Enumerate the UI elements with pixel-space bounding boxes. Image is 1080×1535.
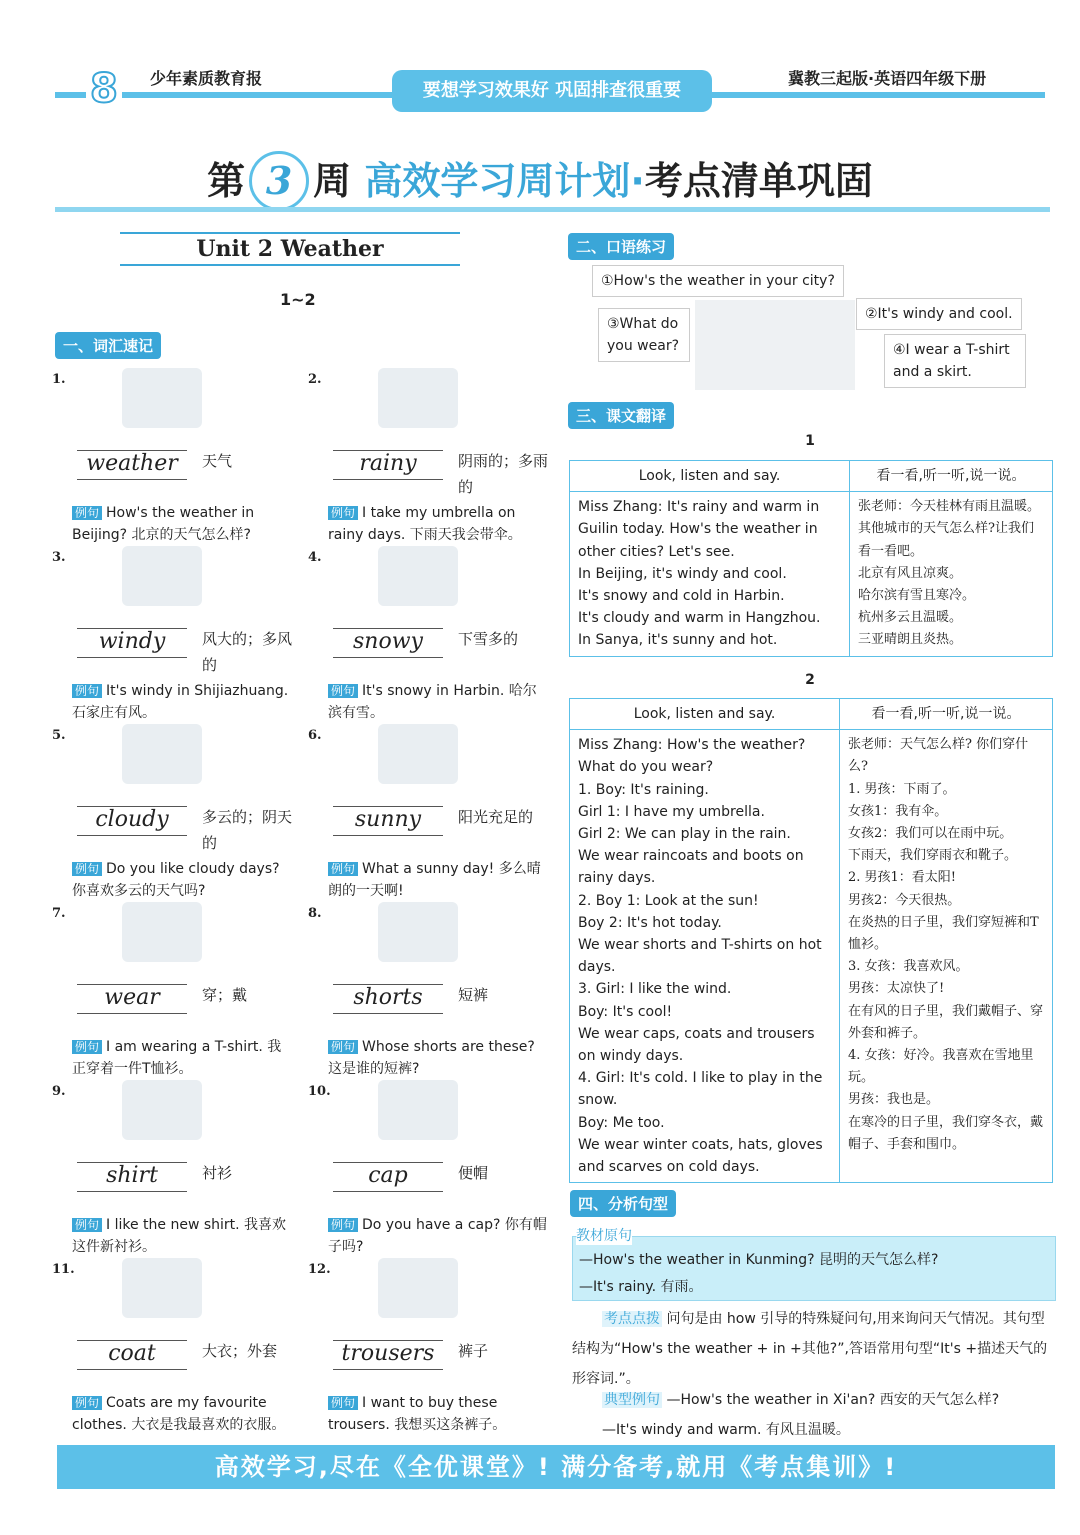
example-label: 典型例句 <box>604 1392 660 1408</box>
vocab-meaning: 风大的；多风的 <box>202 630 293 674</box>
text-line: 下雨天，我们穿雨衣和靴子。 <box>848 848 1018 864</box>
unit-title: Unit 2 Weather <box>120 232 460 266</box>
vocab-picture <box>122 368 202 428</box>
title-rule <box>55 207 1050 212</box>
text-line: 1. Boy: It's raining. <box>578 781 709 798</box>
vocab-number: 1. <box>52 372 66 387</box>
example-text: I want to buy these trousers. 我想买这条裤子。 <box>328 1395 507 1433</box>
th-cn: 看一看,听一听,说一说。 <box>850 461 1053 492</box>
scene-illustration <box>695 300 855 390</box>
vocab-number: 9. <box>52 1084 66 1099</box>
th-en: Look, listen and say. <box>570 461 850 492</box>
example-tag: 例句 <box>328 862 358 876</box>
example-text: Coats are my favourite clothes. 大衣是我最喜欢的衣服。 <box>72 1395 286 1433</box>
orig-line-2: —It's rainy. 有雨。 <box>579 1279 703 1295</box>
vocab-meaning: 阴雨的；多雨的 <box>458 452 549 496</box>
example-para <box>602 1385 1056 1445</box>
example-tag: 例句 <box>72 506 102 520</box>
vocab-item <box>308 902 544 1080</box>
text-line: 4. 女孩：好冷。我喜欢在雪地里玩。 <box>848 1048 1034 1086</box>
page-title <box>0 150 1080 211</box>
example-tag: 例句 <box>328 1040 358 1054</box>
vocab-word: rainy <box>333 450 443 480</box>
text-line: Girl 1: I have my umbrella. <box>578 803 765 820</box>
example-text: It's windy in Shijiazhuang. 石家庄有风。 <box>72 683 289 721</box>
page-number: 8 <box>86 66 122 112</box>
table1-number: 1 <box>805 433 815 449</box>
example-text: How's the weather in Beijing? 北京的天气怎么样? <box>72 505 255 543</box>
text-line: We wear raincoats and boots on rainy days. <box>578 848 804 887</box>
example-2: —It's windy and warm. 有风且温暖。 <box>602 1422 850 1438</box>
text-line: We wear winter coats, hats, gloves and scarves on cold days. <box>578 1136 823 1176</box>
text-line: 三亚晴朗且炎热。 <box>858 632 963 648</box>
text-line: In Beijing, it's windy and cool. <box>578 565 787 582</box>
vocab-word: coat <box>77 1340 187 1370</box>
vocab-word: sunny <box>333 806 443 836</box>
vocab-meaning: 便帽 <box>458 1164 489 1182</box>
example-text: I am wearing a T-shirt. 我正穿着一件T恤衫。 <box>72 1039 282 1077</box>
point-text: 问句是由 how 引导的特殊疑问句,用来询问天气情况。其句型结构为“How's the weather + in +其他?”,答语常用句型“It's +描述天气的形容词.”。 <box>572 1311 1048 1387</box>
vocab-picture <box>378 724 458 784</box>
example-tag: 例句 <box>328 684 358 698</box>
text-line: Boy 2: It's hot today. <box>578 914 722 931</box>
vocab-meaning: 裤子 <box>458 1342 489 1360</box>
text-line: We wear caps, coats and trousers on windy days. <box>578 1025 815 1065</box>
vocab-word: weather <box>77 450 187 480</box>
text-line: 3. 女孩：我喜欢风。 <box>848 959 969 975</box>
title-blue: 高效学习周计划· <box>364 159 645 203</box>
vocab-meaning: 天气 <box>202 452 233 470</box>
vocab-word: cloudy <box>77 806 187 836</box>
vocab-example <box>328 858 548 902</box>
translation-table-1 <box>569 460 1053 657</box>
title-post: 周 <box>313 159 352 203</box>
bubble-a2: ②It's windy and cool. <box>856 298 1022 330</box>
orig-line-1: —How's the weather in Kunming? 昆明的天气怎么样? <box>579 1252 939 1268</box>
vocab-item <box>308 1080 547 1258</box>
text-line: Boy: Me too. <box>578 1114 665 1131</box>
vocab-example <box>72 502 292 546</box>
bubble-q3: ③What do you wear? <box>598 308 690 362</box>
text-line: 在有风的日子里，我们戴帽子、穿外套和裤子。 <box>848 1003 1044 1041</box>
example-tag: 例句 <box>328 506 358 520</box>
vocab-example <box>328 680 548 724</box>
text-line: 4. Girl: It's cold. I like to play in the snow. <box>578 1070 823 1109</box>
vocab-picture <box>122 546 202 606</box>
vocab-number: 10. <box>308 1084 331 1099</box>
vocab-picture <box>122 1258 202 1318</box>
text-line: Girl 2: We can play in the rain. <box>578 826 791 843</box>
vocab-number: 2. <box>308 372 322 387</box>
section-vocab: 一、词汇速记 <box>55 332 161 359</box>
vocab-example <box>72 680 292 724</box>
text-line: 1. 男孩：下雨了。 <box>848 781 956 797</box>
example-tag: 例句 <box>328 1218 358 1232</box>
vocab-picture <box>122 724 202 784</box>
text-line: Boy: It's cool! <box>578 1003 673 1020</box>
text-line: 2. 男孩1：看太阳! <box>848 870 957 886</box>
vocab-number: 7. <box>52 906 66 921</box>
vocab-item <box>52 368 288 546</box>
text-line: 杭州多云且温暖。 <box>858 610 963 626</box>
vocab-word: cap <box>333 1162 443 1192</box>
text-line: 男孩2：今天很热。 <box>848 892 961 908</box>
vocab-number: 3. <box>52 550 66 565</box>
text-line: 3. Girl: I like the wind. <box>578 981 732 998</box>
orig-label: 教材原句 <box>576 1225 632 1245</box>
th-cn: 看一看,听一听,说一说。 <box>840 699 1053 730</box>
example-text: I like the new shirt. 我喜欢这件新衬衫。 <box>72 1217 287 1255</box>
vocab-example <box>72 1392 292 1436</box>
vocab-picture <box>378 902 458 962</box>
vocab-example <box>328 1392 548 1436</box>
vocab-example <box>328 1036 548 1080</box>
vocab-word: trousers <box>333 1340 443 1370</box>
vocab-meaning: 阳光充足的 <box>458 808 534 826</box>
title-pre: 第 <box>207 159 246 203</box>
vocab-example <box>72 858 292 902</box>
example-tag: 例句 <box>72 862 102 876</box>
text-line: 女孩1：我有伞。 <box>848 803 948 819</box>
cn-text <box>840 730 1053 1183</box>
section-oral: 二、口语练习 <box>568 233 674 260</box>
text-line: Miss Zhang: How's the weather? What do you wear? <box>578 737 806 776</box>
vocab-number: 6. <box>308 728 322 743</box>
week-badge: 3 <box>249 151 309 211</box>
example-1: —How's the weather in Xi'an? 西安的天气怎么样? <box>666 1392 1000 1408</box>
text-line: It's cloudy and warm in Hangzhou. <box>578 610 821 627</box>
text-line: 哈尔滨有雪且寒冷。 <box>858 588 976 604</box>
vocab-item <box>52 1258 288 1436</box>
vocab-meaning: 短裤 <box>458 986 489 1004</box>
vocab-number: 11. <box>52 1262 75 1277</box>
slogan-banner: 要想学习效果好 巩固排查很重要 <box>392 70 712 112</box>
example-tag: 例句 <box>72 1040 102 1054</box>
title-black: 考点清单巩固 <box>644 159 873 203</box>
vocab-picture <box>378 546 458 606</box>
vocab-picture <box>122 902 202 962</box>
vocab-word: shorts <box>333 984 443 1014</box>
vocab-word: windy <box>77 628 187 658</box>
cn-text <box>850 492 1053 656</box>
text-line: 张老师：今天桂林有雨且温暖。其他城市的天气怎么样?让我们看一看吧。 <box>858 499 1041 559</box>
vocab-example <box>72 1214 292 1258</box>
vocab-meaning: 下雪多的 <box>458 630 519 648</box>
vocab-meaning: 大衣；外套 <box>202 1342 278 1360</box>
point-para <box>572 1304 1056 1394</box>
example-tag: 例句 <box>72 1218 102 1232</box>
example-text: What a sunny day! 多么晴朗的一天啊! <box>328 861 541 899</box>
vocab-picture <box>122 1080 202 1140</box>
vocab-example <box>328 502 548 546</box>
vocab-item <box>52 902 288 1080</box>
example-tag: 例句 <box>72 1396 102 1410</box>
example-text: Do you like cloudy days? 你喜欢多云的天气吗? <box>72 861 280 899</box>
vocab-word: snowy <box>333 628 443 658</box>
vocab-number: 12. <box>308 1262 331 1277</box>
text-line: 女孩2：我们可以在雨中玩。 <box>848 826 1013 842</box>
text-line: It's snowy and cold in Harbin. <box>578 588 785 605</box>
th-en: Look, listen and say. <box>570 699 840 730</box>
example-text: Whose shorts are these? 这是谁的短裤? <box>328 1039 535 1077</box>
vocab-meaning: 衬衫 <box>202 1164 233 1182</box>
text-line: 在寒冷的日子里，我们穿冬衣，戴帽子、手套和围巾。 <box>848 1114 1044 1152</box>
original-sentence-box <box>572 1236 1056 1301</box>
vocab-item <box>52 724 293 902</box>
section-translation: 三、课文翻译 <box>568 402 674 429</box>
example-text: It's snowy in Harbin. 哈尔滨有雪。 <box>328 683 537 721</box>
vocab-example <box>328 1214 548 1258</box>
vocab-item <box>308 1258 544 1436</box>
text-line: 北京有风且凉爽。 <box>858 565 963 581</box>
vocab-picture <box>378 1258 458 1318</box>
vocab-example <box>72 1036 292 1080</box>
translation-table-2 <box>569 698 1053 1183</box>
text-line: We wear shorts and T-shirts on hot days. <box>578 937 822 976</box>
footer-banner: 高效学习,尽在《全优课堂》! 满分备考,就用《考点集训》! <box>57 1445 1055 1489</box>
vocab-picture <box>378 1080 458 1140</box>
table2-number: 2 <box>805 672 815 688</box>
vocab-item <box>308 724 544 902</box>
vocab-word: shirt <box>77 1162 187 1192</box>
text-line: 张老师：天气怎么样? 你们穿什么? <box>848 737 1029 775</box>
en-text <box>570 730 840 1183</box>
en-text <box>570 492 850 656</box>
vocab-picture <box>378 368 458 428</box>
text-line: 2. Boy 1: Look at the sun! <box>578 892 759 909</box>
text-line: Miss Zhang: It's rainy and warm in Guilin today. How's the weather in other cities? Let's see. <box>578 499 820 560</box>
vocab-meaning: 穿；戴 <box>202 986 248 1004</box>
vocab-item <box>52 1080 288 1258</box>
vocab-grid <box>52 368 549 1436</box>
text-line: 在炎热的日子里，我们穿短裤和T恤衫。 <box>848 914 1039 953</box>
vocab-item <box>308 546 544 724</box>
point-label: 考点点拨 <box>604 1311 660 1327</box>
vocab-number: 5. <box>52 728 66 743</box>
vocab-item <box>308 368 549 546</box>
bubble-a4: ④I wear a T-shirt and a skirt. <box>884 334 1026 388</box>
text-line: 男孩：太凉快了! <box>848 981 945 997</box>
lesson-range: 1~2 <box>280 290 316 309</box>
edition: 冀教三起版·英语四年级下册 <box>788 69 987 88</box>
bubble-q1: ①How's the weather in your city? <box>592 265 844 297</box>
example-text: I take my umbrella on rainy days. 下雨天我会带伞。 <box>328 505 522 543</box>
text-line: In Sanya, it's sunny and hot. <box>578 632 778 649</box>
section-analysis: 四、分析句型 <box>570 1190 676 1217</box>
example-tag: 例句 <box>72 684 102 698</box>
vocab-word: wear <box>77 984 187 1014</box>
paper-name: 少年素质教育报 <box>150 69 263 88</box>
example-tag: 例句 <box>328 1396 358 1410</box>
vocab-item <box>52 546 293 724</box>
vocab-meaning: 多云的；阴天的 <box>202 808 293 852</box>
text-line: 男孩：我也是。 <box>848 1092 940 1108</box>
vocab-number: 4. <box>308 550 322 565</box>
vocab-number: 8. <box>308 906 322 921</box>
example-text: Do you have a cap? 你有帽子吗? <box>328 1217 547 1255</box>
